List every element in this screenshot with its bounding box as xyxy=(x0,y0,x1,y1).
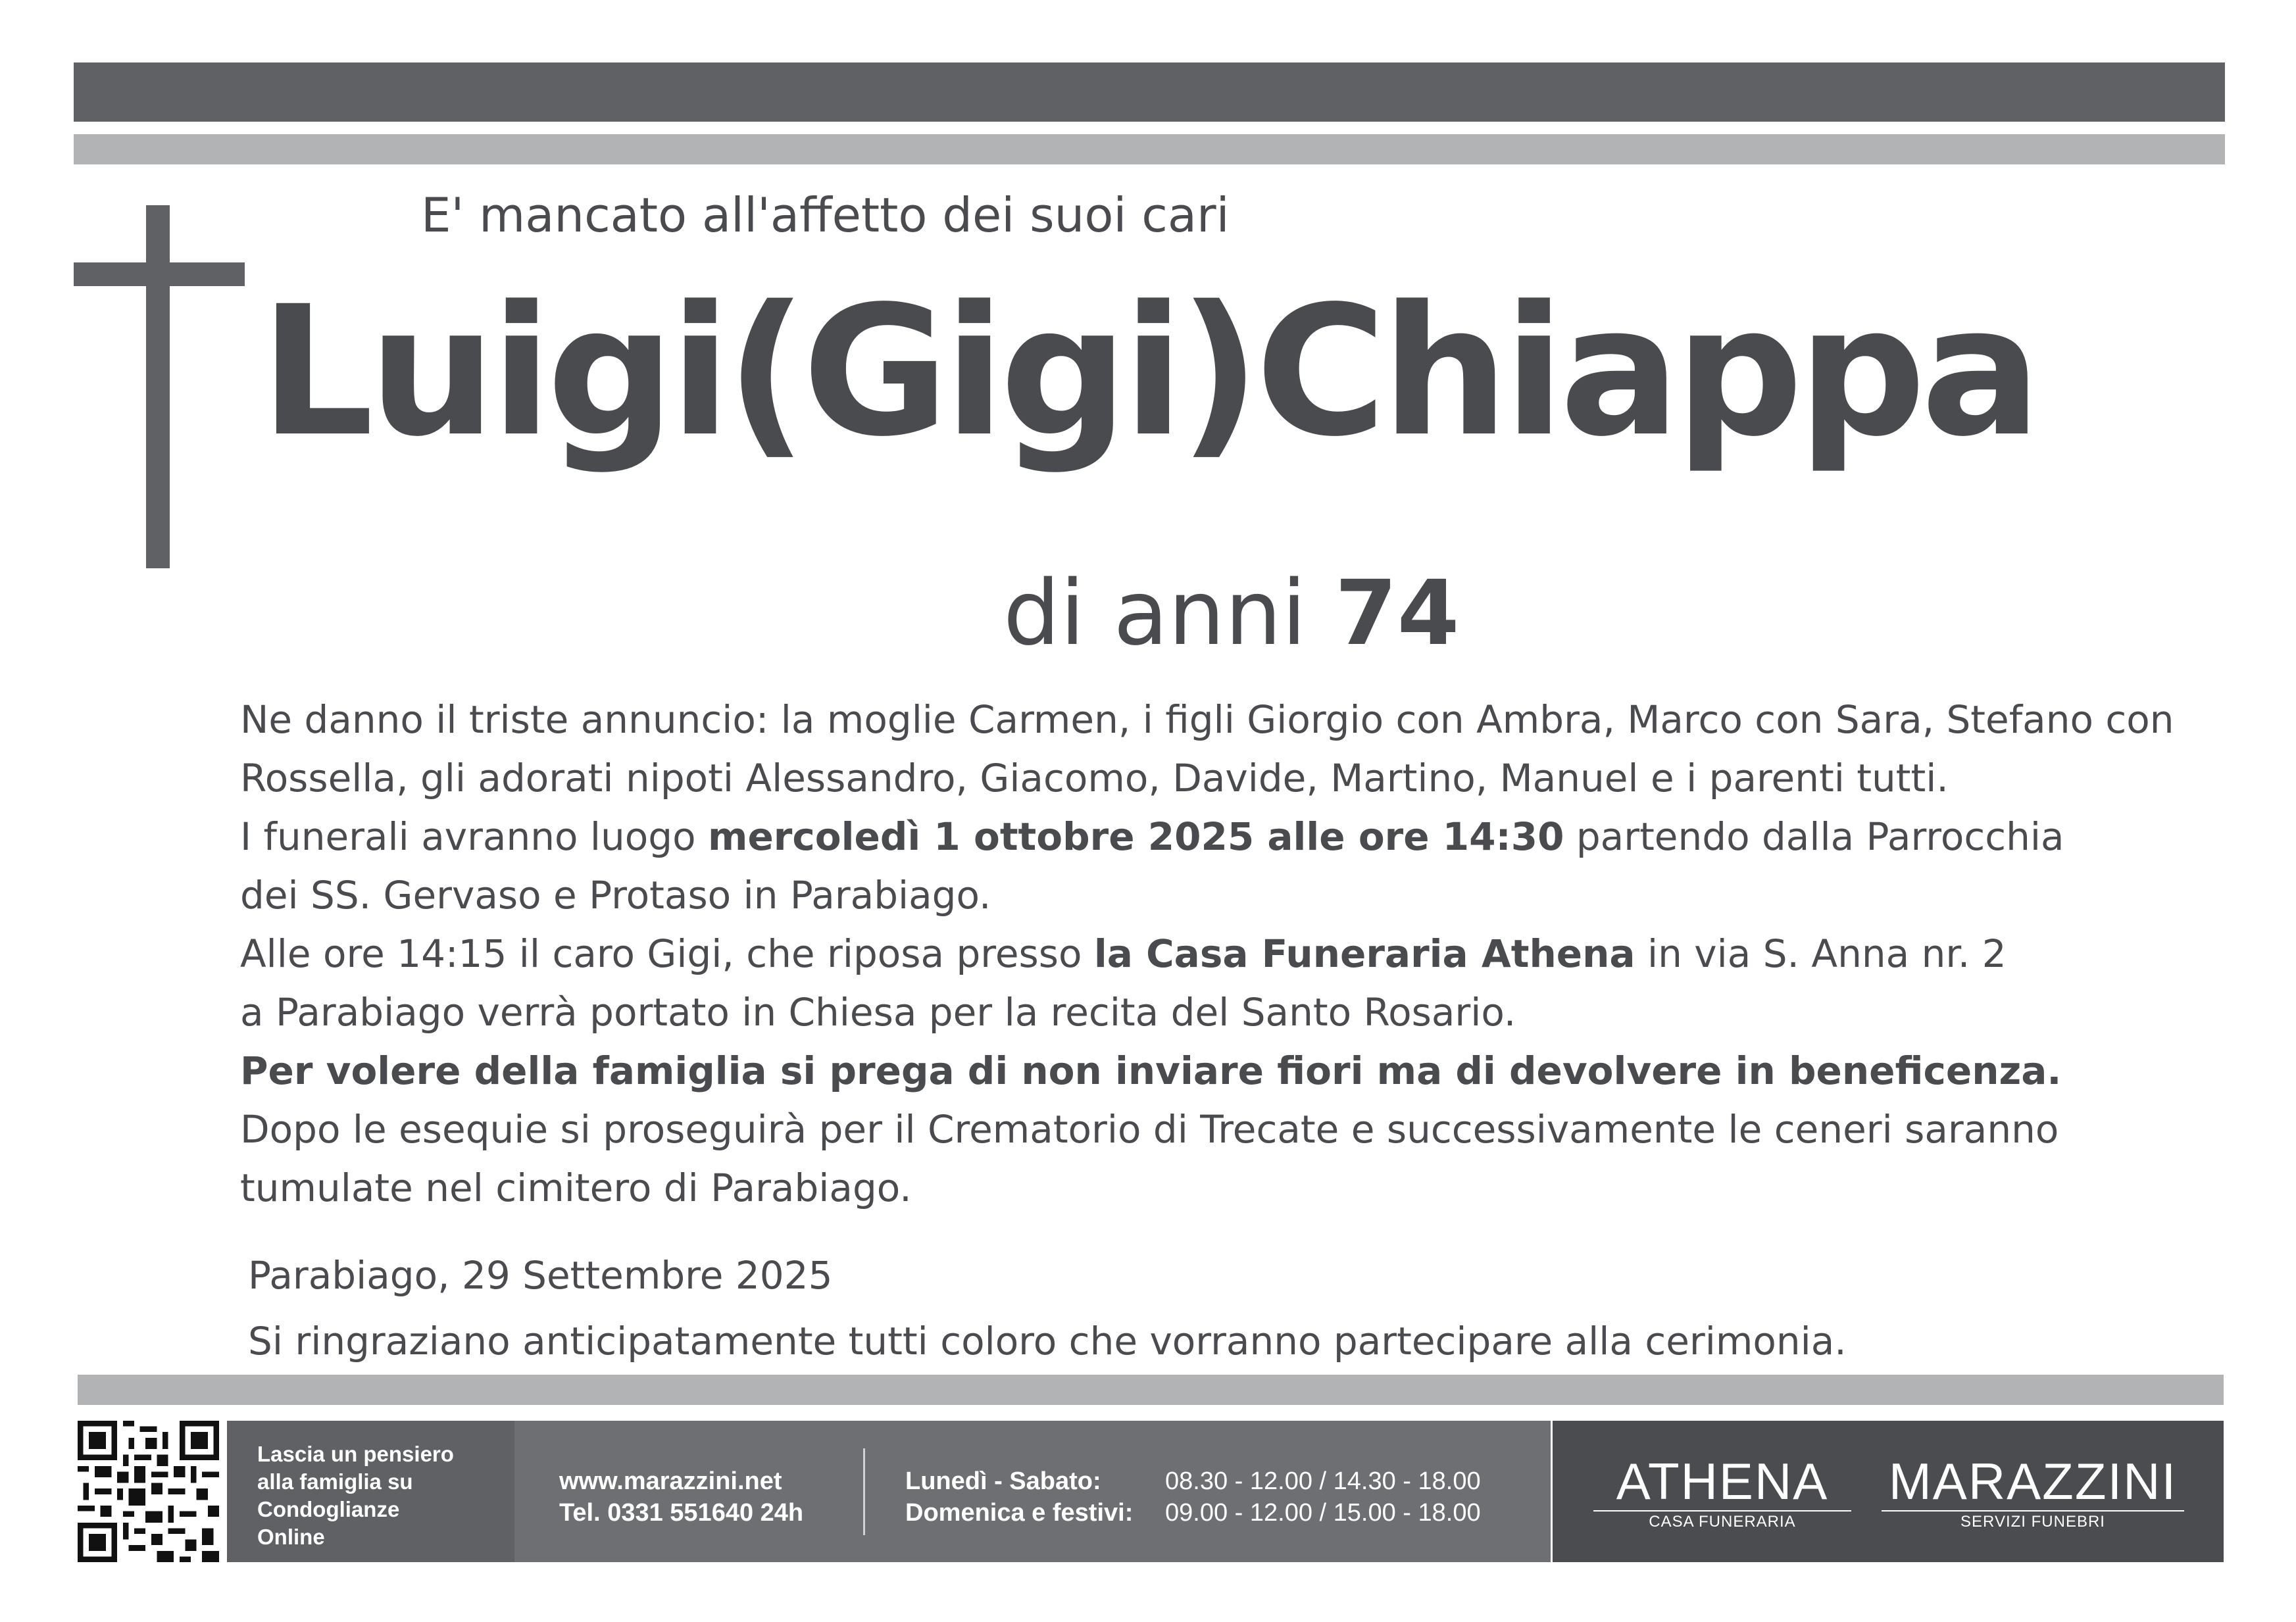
deceased-name: Luigi(Gigi)Chiappa xyxy=(260,268,2037,476)
body-line: a Parabiago verrà portato in Chiesa per la recita del Santo Rosario. xyxy=(240,990,1516,1035)
qr-code-icon[interactable] xyxy=(78,1421,224,1562)
phone-number[interactable]: Tel. 0331 551640 24h xyxy=(559,1499,804,1527)
condolences-line: Lascia un pensiero xyxy=(257,1442,454,1466)
condolences-box[interactable] xyxy=(227,1421,514,1562)
condolences-line: Online xyxy=(257,1525,325,1549)
thanks-text: Si ringraziano anticipatamente tutti coloro che vorranno partecipare alla cerimonia. xyxy=(248,1319,1847,1364)
body-line-bold: Per volere della famiglia si prega di non inviare fiori ma di devolvere in beneficenza. xyxy=(240,1048,2062,1093)
body-line: tumulate nel cimitero di Parabiago. xyxy=(240,1166,912,1210)
brand-subtitle: CASA FUNERARIA xyxy=(1593,1510,1851,1531)
contact-box xyxy=(514,1421,1551,1562)
cross-icon xyxy=(146,205,170,568)
age-line xyxy=(1003,562,1460,666)
brand-name: ATHENA xyxy=(1616,1452,1829,1510)
marazzini-logo xyxy=(1882,1452,2184,1531)
hours-label: Lunedì - Sabato: xyxy=(905,1467,1101,1495)
intro-text: E' mancato all'affetto dei suoi cari xyxy=(421,187,1230,243)
hours-value: 09.00 - 12.00 / 15.00 - 18.00 xyxy=(1165,1499,1481,1527)
body-line: Ne danno il triste annuncio: la moglie Carmen, i figli Giorgio con Ambra, Marco con Sara, Stefano con xyxy=(240,697,2174,742)
body-line: I funerali avranno luogo mercoledì 1 ottobre 2025 alle ore 14:30 partendo dalla Parrocchia xyxy=(240,814,2064,859)
brand-name: MARAZZINI xyxy=(1888,1452,2178,1510)
website-link[interactable]: www.marazzini.net xyxy=(559,1467,782,1495)
hours-value: 08.30 - 12.00 / 14.30 - 18.00 xyxy=(1165,1467,1481,1495)
body-line: Rossella, gli adorati nipoti Alessandro, Giacomo, Davide, Martino, Manuel e i parenti tutti. xyxy=(240,756,1949,800)
hours-label: Domenica e festivi: xyxy=(905,1499,1134,1527)
opening-hours xyxy=(905,1465,1481,1529)
cross-icon-arm xyxy=(74,262,245,286)
brands-box xyxy=(1553,1421,2224,1562)
condolences-line: Condoglianze xyxy=(257,1497,400,1521)
place-date: Parabiago, 29 Settembre 2025 xyxy=(248,1253,833,1298)
top-light-bar xyxy=(74,134,2225,164)
top-dark-bar xyxy=(74,62,2225,122)
brand-subtitle: SERVIZI FUNEBRI xyxy=(1882,1510,2184,1531)
contact-separator xyxy=(863,1448,865,1535)
condolences-line: alla famiglia su xyxy=(257,1469,413,1494)
age-value: 74 xyxy=(1335,562,1460,666)
age-prefix: di anni xyxy=(1003,562,1307,666)
footer-divider-bar xyxy=(78,1375,2224,1405)
announcement-body xyxy=(240,691,2207,1217)
body-line: Alle ore 14:15 il caro Gigi, che riposa presso la Casa Funeraria Athena in via S. Anna nr. 2 xyxy=(240,931,2007,976)
body-line: dei SS. Gervaso e Protaso in Parabiago. xyxy=(240,873,991,918)
body-line: Dopo le esequie si proseguirà per il Crematorio di Trecate e successivamente le ceneri saranno xyxy=(240,1107,2059,1152)
athena-logo xyxy=(1593,1452,1851,1531)
